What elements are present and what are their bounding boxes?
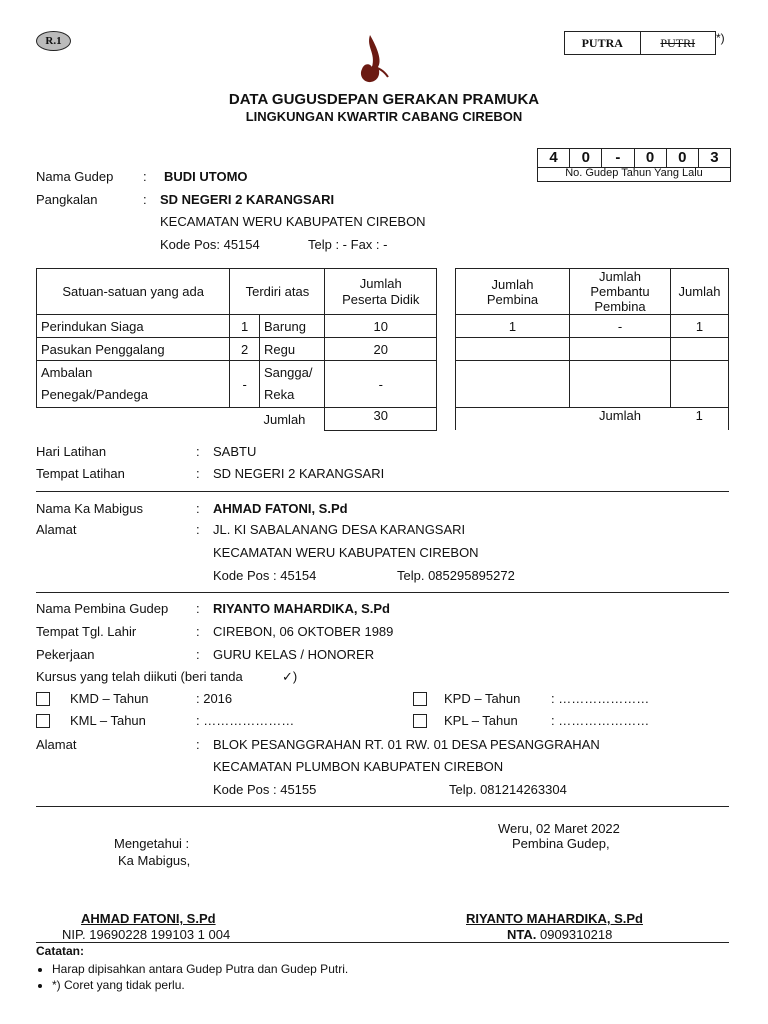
hari-latihan-value: SABTU (213, 444, 257, 459)
colon: : (196, 522, 200, 537)
jumlah-cell: - (325, 361, 437, 408)
jumlah-cell: 20 (325, 338, 437, 361)
kursus-label: Kursus yang telah diikuti (beri tanda (36, 669, 243, 684)
kpd-label: KPD – Tahun (444, 691, 521, 706)
header-jumlah-pembantu (570, 269, 671, 315)
header-line: Jumlah (599, 269, 641, 284)
catatan-label: Catatan: (36, 944, 85, 958)
table-row (456, 315, 729, 338)
gender-selector (564, 31, 716, 55)
table-total-row (456, 408, 729, 431)
kmd-checkbox[interactable] (36, 692, 50, 706)
ka-mabigus-label: Nama Ka Mabigus (36, 501, 143, 516)
jumlah-cell: 1 (671, 315, 729, 338)
satuan-line1: Ambalan (41, 365, 93, 380)
signer-left-name: AHMAD FATONI, S.Pd (81, 911, 216, 926)
mabigus-alamat-label: Alamat (36, 522, 77, 537)
table-row (456, 338, 729, 361)
pembina-telp: Telp. 081214263304 (449, 782, 567, 797)
satuan-cell (37, 361, 230, 408)
total-label: Jumlah (263, 411, 306, 427)
pangkalan-kode-pos: Kode Pos: 45154 (160, 237, 260, 252)
table-total-row (37, 408, 437, 431)
gender-note: *) (716, 31, 725, 45)
colon: : (196, 601, 200, 616)
colon: : (196, 737, 200, 752)
pangkalan-value: SD NEGERI 2 KARANGSARI (160, 192, 335, 207)
count-cell: 1 (230, 315, 260, 338)
pangkalan-kecamatan: KECAMATAN WERU KABUPATEN CIREBON (160, 214, 426, 229)
pembina-alamat-label: Alamat (36, 737, 77, 752)
colon: : (196, 444, 200, 459)
putra-label: PUTRA (581, 36, 623, 50)
ka-mabigus-name: AHMAD FATONI, S.Pd (213, 501, 348, 516)
kpl-checkbox[interactable] (413, 714, 427, 728)
pembina-cell: 1 (456, 315, 570, 338)
satuan-cell: Perindukan Siaga (37, 315, 230, 338)
colon: : (196, 466, 200, 481)
pembina-gudep-title: Pembina Gudep, (512, 836, 610, 851)
divider (36, 592, 729, 593)
colon: : (196, 501, 200, 516)
mabigus-alamat-line1: JL. KI SABALANANG DESA KARANGSARI (213, 522, 466, 537)
kml-label: KML – Tahun (70, 713, 146, 728)
colon: : (143, 192, 147, 207)
kml-checkbox[interactable] (36, 714, 50, 728)
table-row (456, 361, 729, 408)
ttl-label: Tempat Tgl. Lahir (36, 624, 137, 639)
divider (36, 491, 729, 492)
colon: : (196, 647, 200, 662)
signer-right-nta (507, 927, 612, 942)
total-value: 1 (671, 408, 729, 431)
list-item: • *) Coret yang tidak perlu. (52, 977, 348, 993)
header-line: Pembina (486, 291, 539, 307)
pangkalan-label: Pangkalan (36, 192, 98, 207)
header-jumlah-line1: Jumlah (359, 275, 402, 291)
total-value: 30 (325, 408, 437, 431)
gudep-digit: 0 (635, 149, 667, 167)
units-table (36, 268, 437, 431)
tempat-latihan-label: Tempat Latihan (36, 466, 125, 481)
gudep-number-caption: No. Gudep Tahun Yang Lalu (537, 166, 731, 182)
pembina-name: RIYANTO MAHARDIKA, S.Pd (213, 601, 390, 616)
count-cell: - (230, 361, 260, 408)
kpd-value: : ………………… (551, 691, 650, 706)
satuan-line2: Penegak/Pandega (41, 387, 148, 402)
pembina-alamat-line1: BLOK PESANGGRAHAN RT. 01 RW. 01 DESA PESANGGRAHAN (213, 737, 600, 752)
total-label: Jumlah (599, 408, 641, 423)
header-jumlah: Jumlah (671, 269, 729, 315)
mabigus-alamat-line2: KECAMATAN WERU KABUPATEN CIREBON (213, 545, 479, 560)
place-date: Weru, 02 Maret 2022 (498, 821, 620, 836)
table-row (37, 361, 437, 408)
ka-mabigus-title: Ka Mabigus, (118, 853, 191, 868)
gudep-digit: - (602, 149, 634, 167)
unit-cell (260, 361, 325, 408)
tempat-latihan-value: SD NEGERI 2 KARANGSARI (213, 466, 385, 481)
mabigus-kode-pos: Kode Pos : 45154 (213, 568, 317, 583)
pembina-nama-label: Nama Pembina Gudep (36, 601, 169, 616)
gudep-digit: 3 (710, 149, 719, 166)
page-subtitle: LINGKUNGAN KWARTIR CABANG CIREBON (245, 109, 523, 124)
kursus-check-hint: ✓) (282, 669, 298, 684)
signer-right-name: RIYANTO MAHARDIKA, S.Pd (466, 911, 643, 926)
colon: : (143, 169, 147, 184)
pangkalan-telp: Telp : - Fax : - (308, 237, 388, 252)
gudep-number-box (537, 148, 731, 168)
form-code-badge: R.1 (36, 31, 71, 51)
table-row (37, 338, 437, 361)
mengetahui-label: Mengetahui : (114, 836, 190, 851)
kpd-checkbox[interactable] (413, 692, 427, 706)
header-jumlah-pembina (456, 269, 570, 315)
nta-label: NTA. (507, 927, 537, 942)
header-terdiri: Terdiri atas (230, 269, 325, 315)
kml-value: : ………………… (196, 713, 295, 728)
signer-left-nip: NIP. 19690228 199103 1 004 (62, 927, 231, 942)
count-cell: 2 (230, 338, 260, 361)
header-line: Pembantu (590, 284, 650, 299)
unit-line2: Reka (264, 387, 295, 402)
tunas-kelapa-logo (352, 33, 392, 89)
header-jumlah-line2: Peserta Didik (342, 291, 420, 307)
kpl-label: KPL – Tahun (444, 713, 518, 728)
kpl-value: : ………………… (551, 713, 650, 728)
header-jumlah (325, 269, 437, 315)
unit-cell: Barung (260, 315, 325, 338)
hari-latihan-label: Hari Latihan (36, 444, 107, 459)
unit-line1: Sangga/ (264, 365, 313, 380)
catatan-list (36, 961, 348, 993)
ttl-value: CIREBON, 06 OKTOBER 1989 (213, 624, 394, 639)
pembina-table (455, 268, 729, 430)
header-satuan: Satuan-satuan yang ada (37, 269, 230, 315)
satuan-cell: Pasukan Penggalang (37, 338, 230, 361)
list-item: • Harap dipisahkan antara Gudep Putra dan Gudep Putri. (52, 961, 348, 977)
jumlah-cell: 10 (325, 315, 437, 338)
nama-gudep-value: BUDI UTOMO (164, 169, 248, 184)
pekerjaan-value: GURU KELAS / HONORER (213, 647, 375, 662)
header-line: Jumlah (491, 276, 534, 292)
unit-cell: Regu (260, 338, 325, 361)
pembina-alamat-line2: KECAMATAN PLUMBON KABUPATEN CIREBON (213, 759, 504, 774)
kmd-label: KMD – Tahun (70, 691, 149, 706)
header-line: Pembina (594, 299, 646, 314)
mabigus-telp: Telp. 085295895272 (397, 568, 515, 583)
divider (36, 942, 729, 943)
pekerjaan-label: Pekerjaan (36, 647, 95, 662)
table-row (37, 315, 437, 338)
pembina-kode-pos: Kode Pos : 45155 (213, 782, 317, 797)
pembantu-cell: - (570, 315, 671, 338)
divider (36, 806, 729, 807)
putri-label: PUTRI (640, 32, 716, 54)
gudep-digit: 4 (538, 149, 570, 167)
gudep-digit: 0 (570, 149, 602, 167)
gudep-digit: 0 (667, 149, 699, 167)
nta-value: 0909310218 (540, 927, 613, 942)
nama-gudep-label: Nama Gudep (36, 169, 114, 184)
colon: : (196, 624, 200, 639)
kmd-value: : 2016 (196, 691, 233, 706)
page-title: DATA GUGUSDEPAN GERAKAN PRAMUKA (228, 91, 540, 108)
